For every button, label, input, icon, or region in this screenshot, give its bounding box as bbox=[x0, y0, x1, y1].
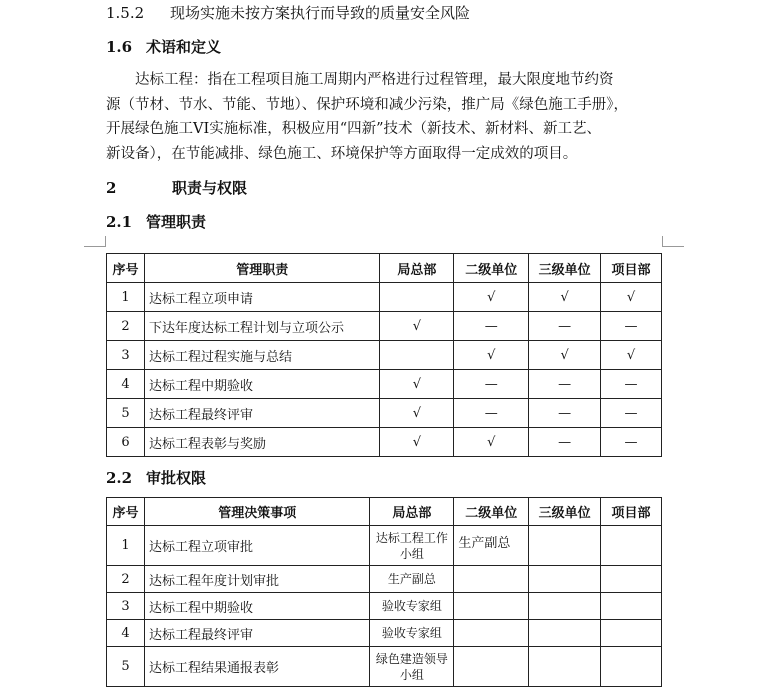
cell-approver bbox=[454, 566, 529, 593]
cell-mark: — bbox=[529, 428, 601, 457]
cell-approver bbox=[454, 647, 529, 687]
cell-mark: √ bbox=[601, 341, 662, 370]
cell-duty: 达标工程最终评审 bbox=[144, 399, 379, 428]
responsibility-table bbox=[106, 253, 662, 457]
cell-approver bbox=[529, 647, 601, 687]
header-cell: 局总部 bbox=[380, 254, 454, 283]
heading-2 bbox=[106, 177, 247, 198]
cell-index: 4 bbox=[107, 370, 145, 399]
crop-mark bbox=[84, 246, 106, 247]
cell-approver: 验收专家组 bbox=[370, 620, 454, 647]
cell-mark: √ bbox=[454, 428, 529, 457]
cell-approver bbox=[601, 593, 662, 620]
cell-matter: 达标工程结果通报表彰 bbox=[144, 647, 370, 687]
cell-approver: 验收专家组 bbox=[370, 593, 454, 620]
cell-mark: √ bbox=[529, 283, 601, 312]
cell-mark: — bbox=[601, 370, 662, 399]
cell-approver bbox=[601, 647, 662, 687]
table-header-row bbox=[107, 254, 662, 283]
cell-index: 3 bbox=[107, 341, 145, 370]
cell-duty: 达标工程中期验收 bbox=[144, 370, 379, 399]
cell-mark: √ bbox=[380, 428, 454, 457]
header-cell: 局总部 bbox=[370, 498, 454, 526]
definition-paragraph bbox=[106, 68, 662, 166]
cell-index: 2 bbox=[107, 312, 145, 341]
cell-mark: — bbox=[454, 312, 529, 341]
header-cell: 三级单位 bbox=[529, 498, 601, 526]
header-cell: 序号 bbox=[107, 254, 145, 283]
crop-mark bbox=[662, 236, 663, 247]
cell-index: 1 bbox=[107, 283, 145, 312]
cell-matter: 达标工程最终评审 bbox=[144, 620, 370, 647]
cell-index: 1 bbox=[107, 526, 145, 566]
header-cell: 项目部 bbox=[601, 498, 662, 526]
header-cell: 项目部 bbox=[601, 254, 662, 283]
heading-2-2 bbox=[106, 467, 206, 488]
cell-approver bbox=[529, 526, 601, 566]
paragraph-line: 开展绿色施工VI实施标准，积极应用“四新”技术（新技术、新材料、新工艺、 bbox=[106, 121, 602, 137]
heading-text: 职责与权限 bbox=[172, 179, 248, 197]
heading-number: 2.1 bbox=[106, 213, 133, 231]
table-row bbox=[107, 370, 662, 399]
cell-approver bbox=[529, 593, 601, 620]
cell-mark: — bbox=[529, 370, 601, 399]
cell-index: 5 bbox=[107, 647, 145, 687]
cell-duty: 达标工程表彰与奖励 bbox=[144, 428, 379, 457]
heading-number: 2.2 bbox=[106, 469, 133, 487]
paragraph-line: 源（节材、节水、节能、节地）、保护环境和减少污染，推广局《绿色施工手册》， bbox=[106, 96, 628, 113]
paragraph-line: 达标工程：指在工程项目施工周期内严格进行过程管理，最大限度地节约资 bbox=[135, 72, 614, 88]
table-row bbox=[107, 620, 662, 647]
header-cell: 序号 bbox=[107, 498, 145, 526]
crop-mark bbox=[662, 246, 684, 247]
cell-approver bbox=[601, 620, 662, 647]
heading-number: 1.5.2 bbox=[106, 4, 145, 22]
cell-approver: 绿色建造领导小组 bbox=[370, 647, 454, 687]
cell-mark: √ bbox=[454, 283, 529, 312]
table-row bbox=[107, 647, 662, 687]
cell-index: 2 bbox=[107, 566, 145, 593]
cell-index: 4 bbox=[107, 620, 145, 647]
header-cell: 三级单位 bbox=[529, 254, 601, 283]
heading-number: 2 bbox=[106, 179, 117, 197]
cell-mark: — bbox=[601, 399, 662, 428]
table-row bbox=[107, 428, 662, 457]
table-row bbox=[107, 399, 662, 428]
heading-text: 现场实施未按方案执行而导致的质量安全风险 bbox=[170, 4, 471, 22]
cell-matter: 达标工程中期验收 bbox=[144, 593, 370, 620]
header-cell: 管理决策事项 bbox=[144, 498, 370, 526]
heading-1-5-2 bbox=[106, 2, 470, 23]
crop-mark bbox=[105, 236, 106, 247]
cell-approver bbox=[601, 566, 662, 593]
cell-mark: √ bbox=[529, 341, 601, 370]
table-header-row bbox=[107, 498, 662, 526]
cell-approver bbox=[454, 620, 529, 647]
cell-matter: 达标工程年度计划审批 bbox=[144, 566, 370, 593]
cell-mark: — bbox=[601, 312, 662, 341]
heading-text: 管理职责 bbox=[146, 213, 207, 231]
cell-approver bbox=[529, 566, 601, 593]
cell-mark: √ bbox=[601, 283, 662, 312]
heading-number: 1.6 bbox=[106, 38, 133, 56]
cell-mark: — bbox=[529, 399, 601, 428]
cell-mark: — bbox=[454, 370, 529, 399]
cell-mark: — bbox=[454, 399, 529, 428]
cell-mark bbox=[380, 341, 454, 370]
cell-mark: √ bbox=[380, 399, 454, 428]
cell-index: 3 bbox=[107, 593, 145, 620]
cell-mark: √ bbox=[454, 341, 529, 370]
cell-mark bbox=[380, 283, 454, 312]
table-row bbox=[107, 312, 662, 341]
table-row bbox=[107, 283, 662, 312]
cell-mark: √ bbox=[380, 312, 454, 341]
cell-matter: 达标工程立项审批 bbox=[144, 526, 370, 566]
table-row bbox=[107, 341, 662, 370]
table-row bbox=[107, 593, 662, 620]
heading-2-1 bbox=[106, 211, 206, 232]
header-cell: 二级单位 bbox=[454, 254, 529, 283]
table-row bbox=[107, 566, 662, 593]
cell-approver: 达标工程工作小组 bbox=[370, 526, 454, 566]
cell-duty: 达标工程立项申请 bbox=[144, 283, 379, 312]
cell-approver bbox=[601, 526, 662, 566]
cell-index: 6 bbox=[107, 428, 145, 457]
table-row bbox=[107, 526, 662, 566]
cell-mark: — bbox=[601, 428, 662, 457]
cell-duty: 达标工程过程实施与总结 bbox=[144, 341, 379, 370]
heading-1-6 bbox=[106, 36, 221, 57]
heading-text: 审批权限 bbox=[146, 469, 207, 487]
cell-approver bbox=[529, 620, 601, 647]
cell-approver: 生产副总 bbox=[454, 526, 529, 566]
cell-mark: — bbox=[529, 312, 601, 341]
header-cell: 二级单位 bbox=[454, 498, 529, 526]
approval-table bbox=[106, 497, 662, 687]
cell-approver bbox=[454, 593, 529, 620]
heading-text: 术语和定义 bbox=[146, 38, 222, 56]
cell-mark: √ bbox=[380, 370, 454, 399]
cell-index: 5 bbox=[107, 399, 145, 428]
cell-approver: 生产副总 bbox=[370, 566, 454, 593]
paragraph-line: 新设备），在节能减排、绿色施工、环境保护等方面取得一定成效的项目。 bbox=[106, 145, 578, 162]
cell-duty: 下达年度达标工程计划与立项公示 bbox=[144, 312, 379, 341]
header-cell: 管理职责 bbox=[144, 254, 379, 283]
